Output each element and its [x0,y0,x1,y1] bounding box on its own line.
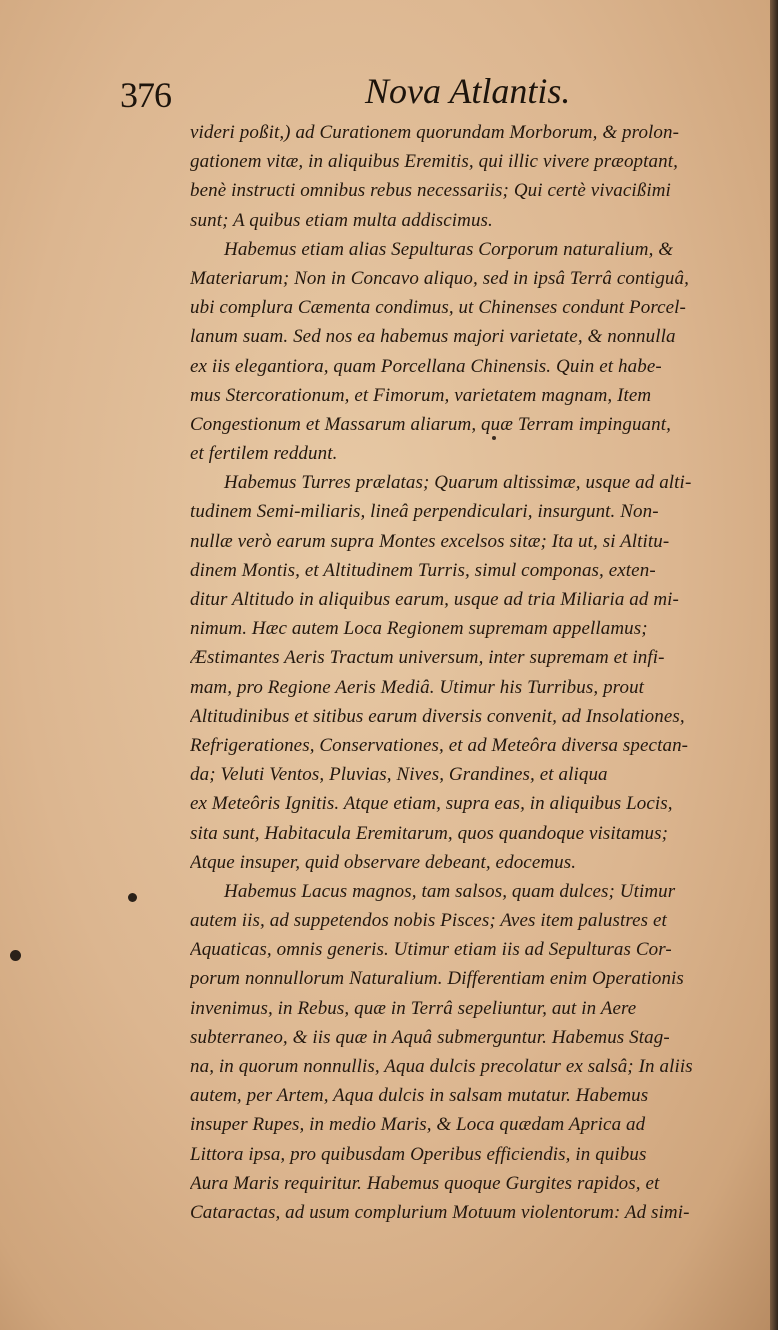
text-line: Materiarum; Non in Concavo aliquo, sed in ipsâ Terrâ contiguâ, [190,267,689,289]
text-line: ditur Altitudo in aliquibus earum, usque ad tria Miliaria ad mi- [190,589,679,610]
page-number: 376 [120,75,171,115]
text-line: ex iis elegantiora, quam Porcellana Chinensis. Quin et habe- [190,355,662,377]
text-line: tudinem Semi-miliaris, lineâ perpendiculari, insurgunt. Non- [190,501,659,523]
text-line: Æstimantes Aeris Tractum universum, inter supremam et infi- [190,647,665,669]
text-line: dinem Montis, et Altitudinem Turris, simul componas, exten- [190,559,656,581]
text-line: sita sunt, Habitacula Eremitarum, quos quandoque visitamus; [190,822,669,844]
text-line: Habemus etiam alias Sepulturas Corporum naturalium, & [224,238,674,260]
text-line: subterraneo, & iis quæ in Aquâ submerguntur. Habemus Stag- [190,1026,670,1048]
text-line: et fertilem reddunt. [190,443,338,465]
text-line: nullæ verò earum supra Montes excelsos sitæ; Ita ut, si Altitu- [190,530,670,552]
text-line: autem, per Artem, Aqua dulcis in salsam mutatur. Habemus [190,1085,649,1107]
running-title: Nova Atlantis. [365,71,571,111]
body-text [190,118,758,1227]
text-line: insuper Rupes, in medio Maris, & Loca quædam Aprica ad [190,1114,646,1136]
text-line: Habemus Turres prælatas; Quarum altissimæ, usque ad alti- [224,472,692,494]
text-line: Refrigerationes, Conservationes, et ad Meteôra diversa spectan- [190,734,689,756]
text-line: mus Stercorationum, et Fimorum, varietatem magnam, Item [190,384,652,406]
margin-mark [128,893,137,902]
text-line: Aura Maris requiritur. Habemus quoque Gurgites rapidos, et [190,1172,660,1194]
text-line: Atque insuper, quid observare debeant, edocemus. [190,851,577,873]
text-line: Cataractas, ad usum complurium Motuum violentorum: Ad simi- [190,1201,690,1223]
text-line: Congestionum et Massarum aliarum, quæ Terram impinguant, [190,413,671,435]
text-line: Altitudinibus et sitibus earum diversis convenit, ad Insolationes, [190,705,685,727]
text-line: ex Meteôris Ignitis. Atque etiam, supra eas, in aliquibus Locis, [190,793,673,815]
text-line: benè instructi omnibus rebus necessariis; Qui certè vivacißimi [190,180,671,202]
text-line: Aquaticas, omnis generis. Utimur etiam iis ad Sepulturas Cor- [190,939,672,961]
text-line: videri poßit,) ad Curationem quorundam Morborum, & prolon- [190,122,680,143]
text-line: mam, pro Regione Aeris Mediâ. Utimur his Turribus, prout [190,676,645,698]
text-line: sunt; A quibus etiam multa addiscimus. [190,209,493,231]
text-line: gationem vitæ, in aliquibus Eremitis, qui illic vivere præoptant, [190,151,678,173]
text-line: na, in quorum nonnullis, Aqua dulcis precolatur ex salsâ; In aliis [190,1056,693,1077]
text-line: autem iis, ad suppetendos nobis Pisces; Aves item palustres et [190,910,667,932]
text-line: Littora ipsa, pro quibusdam Operibus efficiendis, in quibus [190,1143,647,1165]
text-line: invenimus, in Rebus, quæ in Terrâ sepeliuntur, aut in Aere [190,997,637,1019]
text-line: Habemus Lacus magnos, tam salsos, quam dulces; Utimur [224,880,676,902]
text-line: da; Veluti Ventos, Pluvias, Nives, Grandines, et aliqua [190,764,608,786]
text-line: porum nonnullorum Naturalium. Differentiam enim Operationis [190,968,684,990]
page-header [120,70,720,120]
text-line: nimum. Hæc autem Loca Regionem supremam appellamus; [190,618,648,640]
text-line: lanum suam. Sed nos ea habemus majori varietate, & nonnulla [190,326,676,348]
book-edge [770,0,778,1330]
ink-spot [492,436,496,440]
margin-mark [10,950,21,961]
text-line: ubi complura Cæmenta condimus, ut Chinenses condunt Porcel- [190,297,686,319]
